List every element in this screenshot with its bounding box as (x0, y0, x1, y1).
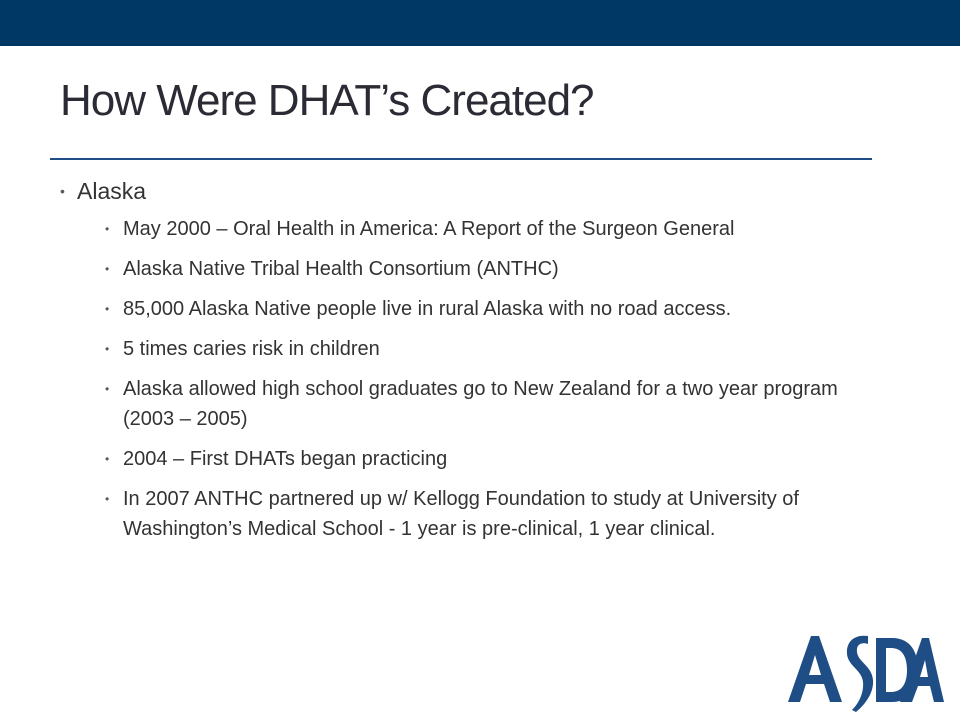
top-banner-bar (0, 0, 960, 46)
bullet-icon: • (105, 492, 110, 506)
list-item-text: May 2000 – Oral Health in America: A Report of the Surgeon General (123, 218, 735, 240)
list-item (105, 374, 880, 434)
bullet-icon: • (60, 183, 65, 199)
title-divider (50, 158, 872, 160)
list-item-label: Alaska (77, 178, 147, 204)
list-item (105, 294, 880, 324)
list-item-text: 85,000 Alaska Native people live in rural Alaska with no road access. (123, 298, 732, 320)
bullet-icon: • (105, 262, 110, 276)
list-item-text: In 2007 ANTHC partnered up w/ Kellogg Foundation to study at University of Washington’s Medical School - 1 year is pre-clinical, 1 year clinical. (123, 488, 799, 540)
bullet-icon: • (105, 382, 110, 396)
list-item (105, 484, 880, 544)
list-item-alaska (60, 172, 880, 544)
slide-title: How Were DHAT’s Created? (60, 76, 594, 125)
list-item (105, 214, 880, 244)
bullet-icon: • (105, 222, 110, 236)
list-item-text: Alaska allowed high school graduates go to New Zealand for a two year program (2003 – 2005) (123, 378, 838, 430)
list-item (105, 444, 880, 474)
bullet-icon: • (105, 452, 110, 466)
list-item-text: 2004 – First DHATs began practicing (123, 448, 448, 470)
list-item-text: Alaska Native Tribal Health Consortium (ANTHC) (123, 258, 559, 280)
asda-logo (784, 630, 944, 712)
bullet-icon: • (105, 342, 110, 356)
list-item (105, 334, 880, 364)
bullet-icon: • (105, 302, 110, 316)
slide-content (60, 172, 880, 554)
sub-list (105, 214, 880, 544)
list-item-text: 5 times caries risk in children (123, 338, 380, 360)
list-item (105, 254, 880, 284)
